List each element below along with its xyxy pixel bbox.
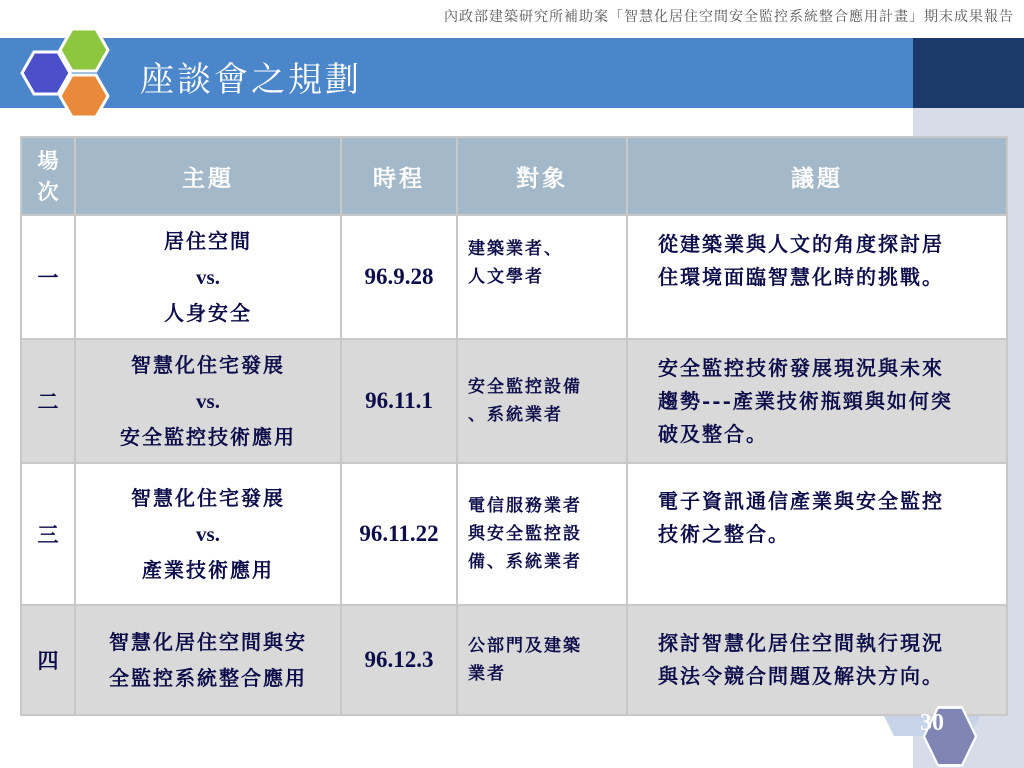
date-cell: 96.9.28: [341, 215, 457, 339]
page-number: 30: [920, 710, 944, 736]
seminar-plan-table: [20, 136, 1008, 716]
topic-line: 智慧化住宅發展: [131, 353, 285, 377]
topic-vs: vs.: [196, 522, 220, 546]
issue-cell: [627, 463, 1007, 605]
header-issue: 議題: [627, 137, 1007, 215]
audience-line: 電信服務業者: [468, 496, 582, 516]
audience-cell: [457, 463, 627, 605]
issue-line: 安全監控技術發展現況與未來: [658, 355, 944, 380]
hexagon-green: [60, 29, 108, 71]
topic-cell: [75, 463, 341, 605]
header-session-line2: 次: [37, 179, 59, 204]
date-cell: 96.12.3: [341, 605, 457, 715]
audience-cell: [457, 605, 627, 715]
issue-line: 破及整合。: [658, 421, 768, 446]
audience-cell: [457, 215, 627, 339]
hexagon-blue: [22, 52, 70, 94]
issue-line: 與法令競合問題及解決方向。: [658, 664, 944, 688]
topic-vs: vs.: [196, 265, 220, 289]
session-cell: 三: [21, 463, 75, 605]
header-session: [21, 137, 75, 215]
issue-line: 電子資訊通信產業與安全監控: [658, 488, 944, 513]
topic-vs: vs.: [196, 389, 220, 413]
audience-line: 、系統業者: [468, 405, 563, 425]
title-bar-accent: [913, 38, 1024, 108]
issue-line: 技術之整合。: [658, 521, 790, 546]
hexagon-logo-icon: [10, 22, 140, 132]
topic-line: 產業技術應用: [142, 558, 274, 582]
date-cell: 96.11.1: [341, 339, 457, 463]
issue-cell: [627, 215, 1007, 339]
audience-line: 建築業者、: [468, 239, 563, 259]
header-schedule: 時程: [341, 137, 457, 215]
table-header-row: [21, 137, 1007, 215]
audience-line: 業者: [468, 664, 506, 684]
topic-line: 智慧化居住空間與安: [109, 630, 307, 654]
topic-line: 智慧化住宅發展: [131, 486, 285, 510]
table-row: [21, 339, 1007, 463]
audience-line: 公部門及建築: [468, 636, 582, 656]
topic-line: 全監控系統整合應用: [109, 666, 307, 690]
date-cell: 96.11.22: [341, 463, 457, 605]
audience-line: 與安全監控設: [468, 524, 582, 544]
table-row: [21, 605, 1007, 715]
session-cell: 四: [21, 605, 75, 715]
hexagon-orange: [60, 75, 108, 117]
audience-line: 人文學者: [468, 267, 544, 287]
topic-line: 居住空間: [164, 229, 252, 253]
audience-line: 備、系統業者: [468, 552, 582, 572]
slide-title: 座談會之規劃: [140, 60, 362, 100]
topic-cell: [75, 215, 341, 339]
issue-line: 從建築業與人文的角度探討居: [658, 231, 944, 256]
session-cell: 一: [21, 215, 75, 339]
topic-cell: [75, 339, 341, 463]
audience-line: 安全監控設備: [468, 377, 582, 397]
topic-line: 人身安全: [164, 301, 252, 325]
audience-cell: [457, 339, 627, 463]
topic-cell: [75, 605, 341, 715]
header-topic: 主題: [75, 137, 341, 215]
issue-line: 趨勢---產業技術瓶頸與如何突: [658, 388, 953, 413]
header-audience: 對象: [457, 137, 627, 215]
table-row: [21, 215, 1007, 339]
report-caption: 內政部建築研究所補助案「智慧化居住空間安全監控系統整合應用計畫」期末成果報告: [444, 9, 1014, 25]
issue-line: 住環境面臨智慧化時的挑戰。: [658, 264, 944, 289]
issue-cell: [627, 339, 1007, 463]
issue-line: 探討智慧化居住空間執行現況: [658, 631, 944, 655]
issue-cell: [627, 605, 1007, 715]
topic-line: 安全監控技術應用: [120, 425, 296, 449]
header-session-line1: 場: [37, 148, 59, 173]
table-row: [21, 463, 1007, 605]
session-cell: 二: [21, 339, 75, 463]
